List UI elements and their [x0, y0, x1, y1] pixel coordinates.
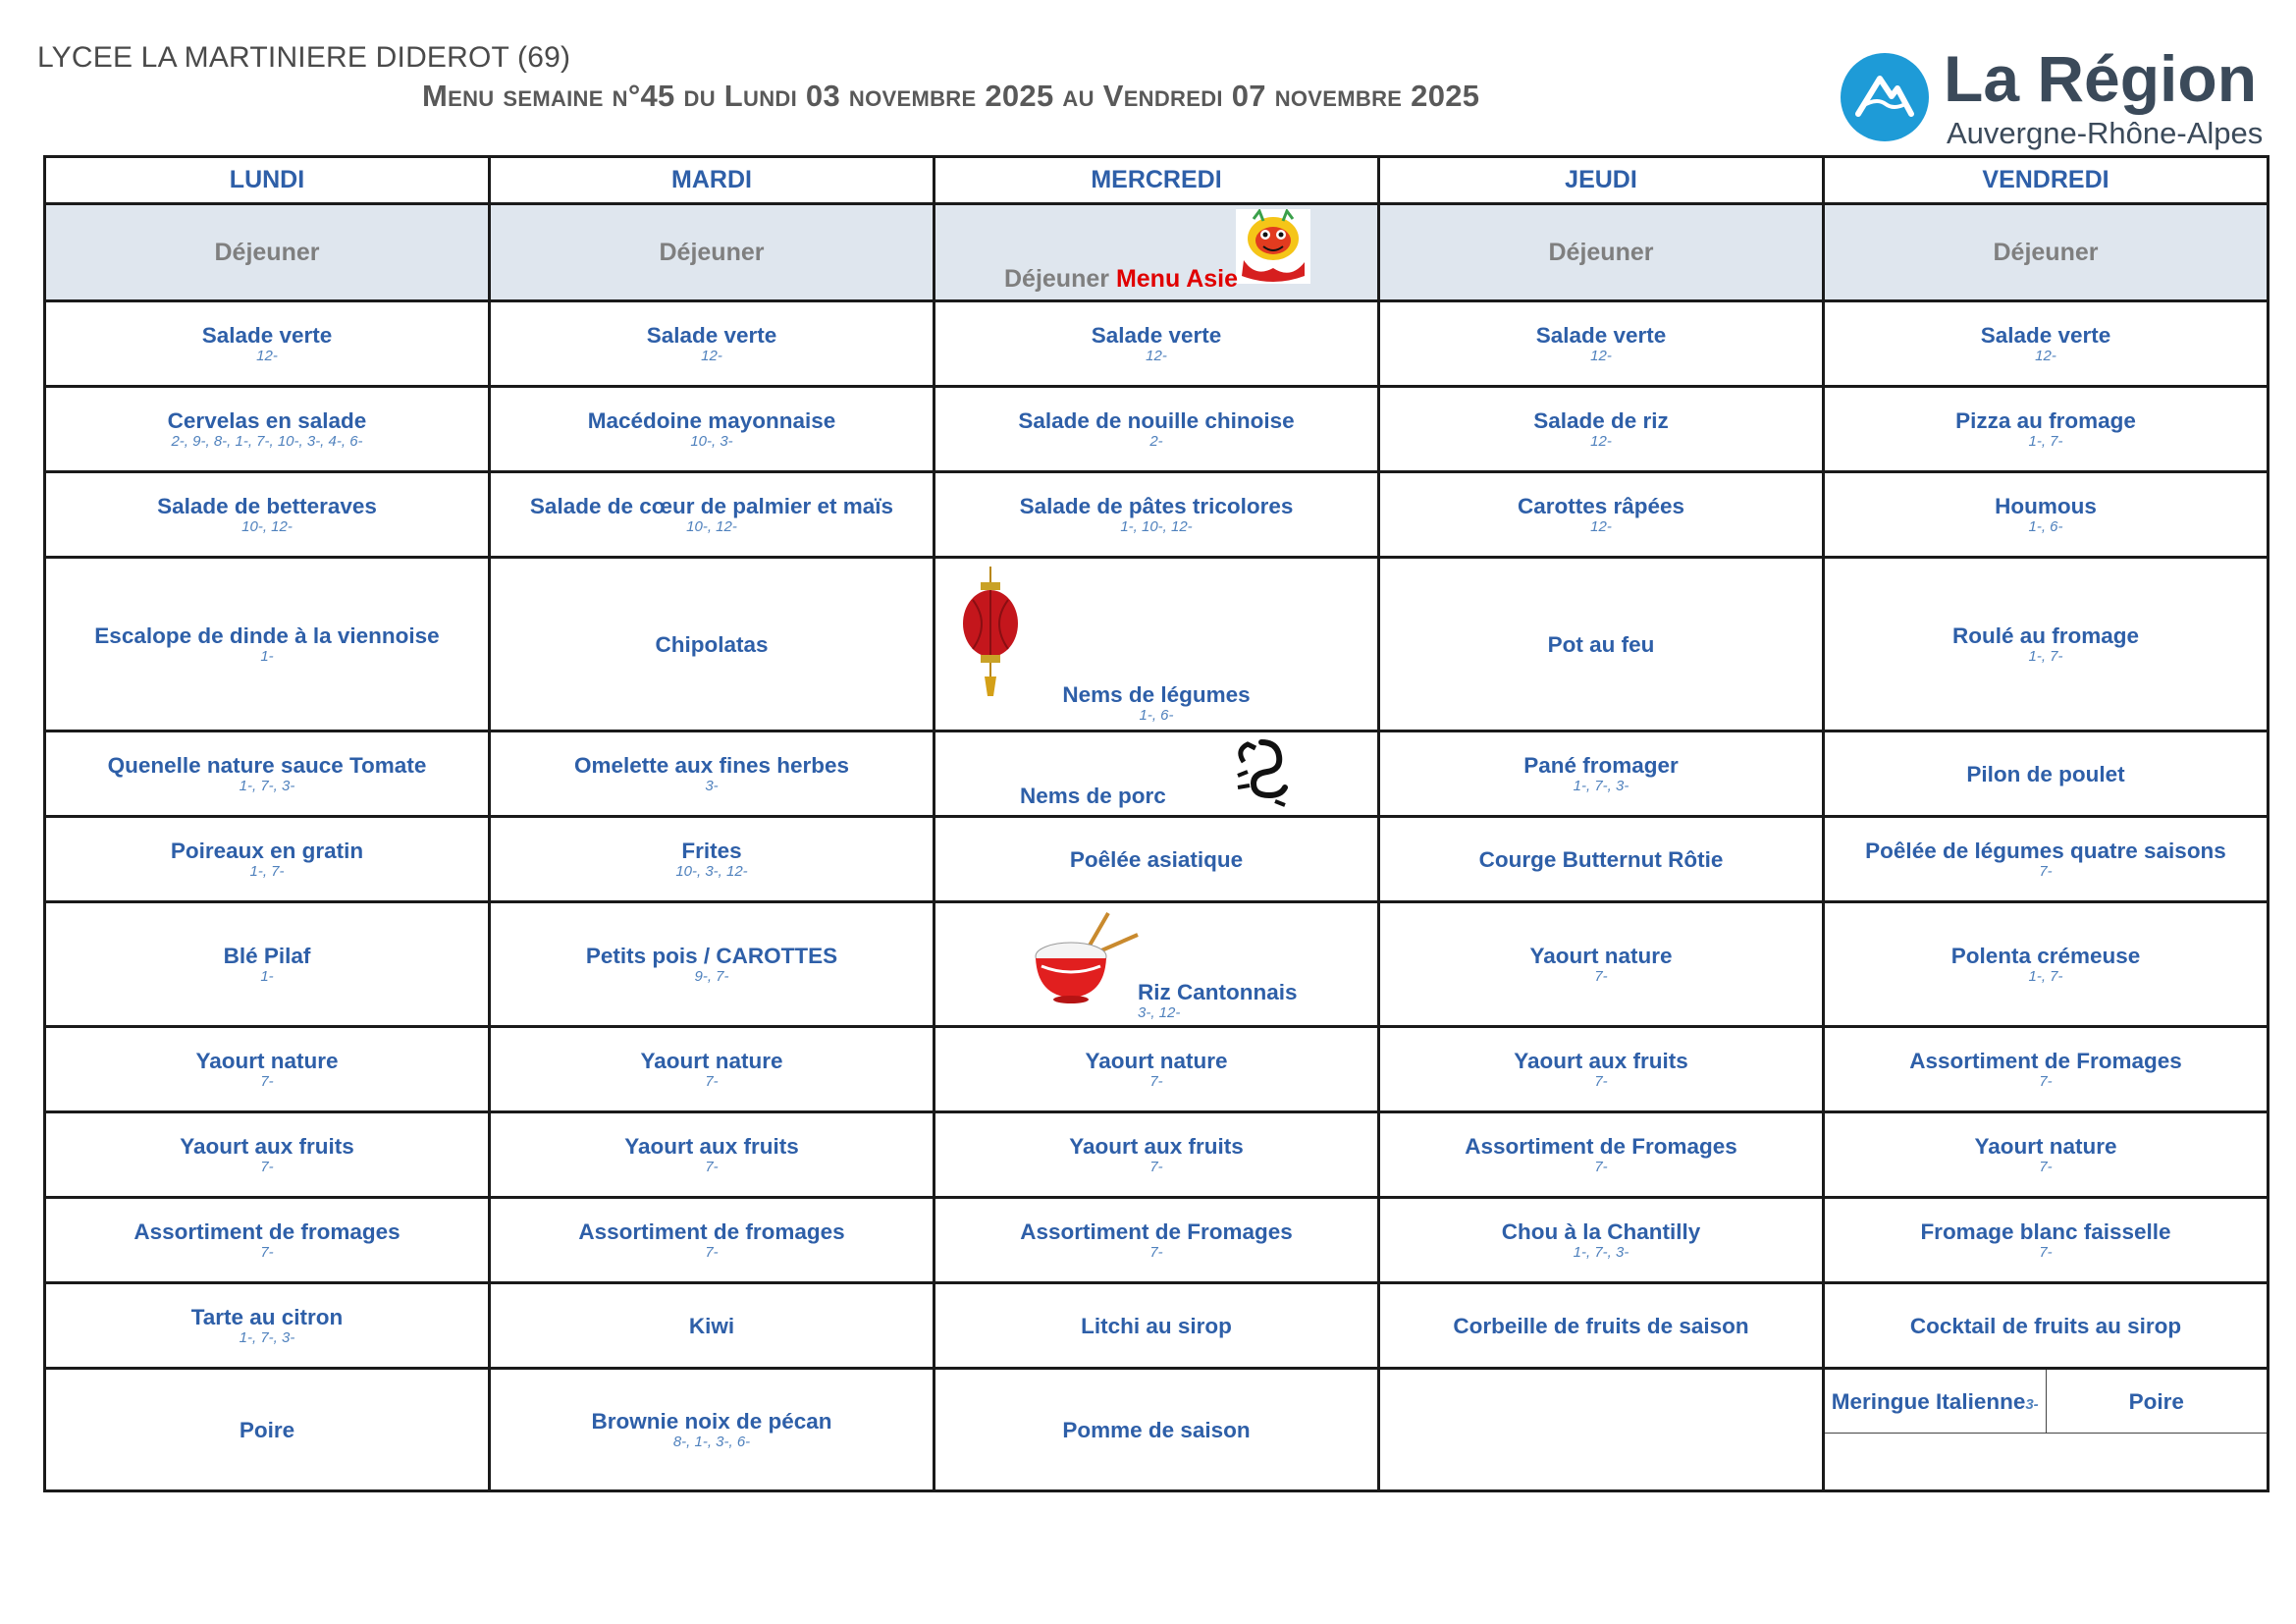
menu-row [45, 902, 2269, 1027]
meal-label: Déjeuner [490, 204, 934, 301]
rice-bowl-icon [1028, 907, 1146, 1005]
menu-cell [1824, 301, 2269, 387]
menu-cell [45, 558, 490, 731]
menu-row [45, 817, 2269, 902]
dish-name: Carottes râpées [1517, 494, 1685, 519]
menu-cell [45, 1283, 490, 1369]
dish-name: Poire [239, 1417, 295, 1442]
menu-cell [1824, 731, 2269, 817]
dish-name: Salade de betteraves [157, 494, 377, 519]
dish-name: Salade verte [1535, 323, 1667, 349]
menu-cell [490, 1027, 934, 1112]
allergens: 3-, 12- [1138, 1003, 1181, 1021]
allergens: 1-, 7-, 3- [1573, 1244, 1629, 1262]
menu-cell-split [1824, 1369, 2269, 1491]
day-header-vendredi: VENDREDI [1824, 157, 2269, 204]
dish-name: Cocktail de fruits au sirop [1909, 1313, 2182, 1338]
dish-name: Fromage blanc faisselle [1920, 1219, 2171, 1245]
menu-cell [934, 558, 1379, 731]
menu-cell [934, 301, 1379, 387]
allergens: 1-, 7- [2028, 968, 2063, 986]
dish-name: Pizza au fromage [1955, 408, 2136, 434]
mountain-logo-icon [1841, 53, 1929, 141]
dish-name: Yaourt nature [640, 1049, 783, 1074]
dish-name: Poêlée asiatique [1069, 846, 1244, 872]
menu-cell [490, 1369, 934, 1491]
school-name: LYCEE LA MARTINIERE DIDEROT (69) [37, 41, 571, 74]
dish-name: Poire [2128, 1388, 2184, 1414]
dish-name: Nems de légumes [1062, 681, 1251, 707]
menu-cell [934, 731, 1379, 817]
allergens: 7- [705, 1244, 719, 1262]
dish-name: Yaourt nature [195, 1049, 339, 1074]
allergens: 9-, 7- [694, 968, 729, 986]
dish-name: Assortiment de fromages [578, 1219, 845, 1245]
menu-cell-empty [1379, 1369, 1824, 1491]
dish-name: Macédoine mayonnaise [587, 408, 836, 434]
allergens: 7- [2039, 1159, 2053, 1176]
menu-cell [45, 902, 490, 1027]
menu-cell [934, 817, 1379, 902]
dish-name: Assortiment de Fromages [1020, 1219, 1293, 1245]
day-header-mardi: MARDI [490, 157, 934, 204]
menu-row [45, 1027, 2269, 1112]
day-header-jeudi: JEUDI [1379, 157, 1824, 204]
dish-name: Kiwi [688, 1313, 735, 1338]
allergens: 7- [705, 1159, 719, 1176]
allergens: 10-, 12- [686, 518, 737, 536]
dish-name: Pot au feu [1547, 631, 1655, 657]
menu-cell [1379, 817, 1824, 902]
day-header-mercredi: MERCREDI [934, 157, 1379, 204]
allergens: 7- [2039, 1244, 2053, 1262]
dish-name: Poêlée de légumes quatre saisons [1865, 839, 2226, 864]
dish-name: Blé Pilaf [223, 944, 311, 969]
menu-cell [1824, 1198, 2269, 1283]
last-row [45, 1369, 2269, 1491]
menu-cell [934, 902, 1379, 1027]
allergens: 1-, 7-, 3- [1573, 778, 1629, 795]
dish-name: Poireaux en gratin [170, 839, 364, 864]
allergens: 1-, 7- [2028, 648, 2063, 666]
dish-name: Salade de riz [1533, 408, 1669, 434]
allergens: 3- [705, 778, 719, 795]
allergens: 12- [256, 348, 278, 365]
menu-cell [490, 731, 934, 817]
menu-cell [934, 1369, 1379, 1491]
allergens: 1-, 7- [2028, 433, 2063, 451]
menu-cell [1379, 1198, 1824, 1283]
allergens: 12- [1590, 348, 1612, 365]
menu-cell [1379, 1283, 1824, 1369]
allergens: 12- [1590, 433, 1612, 451]
menu-row [45, 387, 2269, 472]
menu-row [45, 558, 2269, 731]
menu-cell [45, 1027, 490, 1112]
allergens: 2-, 9-, 8-, 1-, 7-, 10-, 3-, 4-, 6- [171, 433, 363, 451]
allergens: 12- [1590, 518, 1612, 536]
allergens: 12- [2035, 348, 2056, 365]
meal-label: Déjeuner [1379, 204, 1824, 301]
dish-name: Yaourt nature [1085, 1049, 1228, 1074]
menu-cell [45, 731, 490, 817]
allergens: 7- [1594, 1159, 1608, 1176]
dragon-icon [1230, 736, 1293, 807]
dish-name: Corbeille de fruits de saison [1453, 1313, 1749, 1338]
meal-label: Déjeuner [1824, 204, 2269, 301]
menu-row [45, 472, 2269, 558]
menu-cell [490, 472, 934, 558]
allergens: 7- [1594, 968, 1608, 986]
dish-name: Pané fromager [1523, 753, 1679, 779]
dish-name: Omelette aux fines herbes [573, 753, 850, 779]
dish-name: Assortiment de Fromages [1465, 1134, 1737, 1160]
menu-cell [1824, 472, 2269, 558]
menu-cell [1824, 1283, 2269, 1369]
menu-cell [45, 1369, 490, 1491]
menu-cell [1824, 817, 2269, 902]
menu-cell [934, 472, 1379, 558]
allergens: 7- [1149, 1244, 1163, 1262]
dish-name: Polenta crémeuse [1950, 944, 2141, 969]
menu-cell [1379, 902, 1824, 1027]
allergens: 1-, 7-, 3- [239, 778, 295, 795]
dish-name: Yaourt nature [1974, 1134, 2117, 1160]
dish-name: Salade de cœur de palmier et maïs [529, 494, 894, 519]
dish-name: Brownie noix de pécan [591, 1409, 832, 1435]
menu-cell [1824, 902, 2269, 1027]
dish-name: Yaourt aux fruits [1514, 1049, 1688, 1074]
dish-name: Nems de porc [1020, 784, 1166, 808]
menu-cell [45, 1112, 490, 1198]
dish-name: Salade verte [1091, 323, 1222, 349]
menu-row [45, 301, 2269, 387]
menu-cell [45, 387, 490, 472]
allergens: 7- [1149, 1159, 1163, 1176]
menu-cell [1379, 558, 1824, 731]
menu-cell [934, 1027, 1379, 1112]
meal-label-asia [934, 204, 1379, 301]
allergens: 10-, 12- [241, 518, 293, 536]
dish-name: Escalope de dinde à la viennoise [94, 623, 440, 649]
dish-name: Yaourt aux fruits [180, 1134, 354, 1160]
allergens: 1-, 7- [249, 863, 285, 881]
dish-name: Salade de pâtes tricolores [1019, 494, 1294, 519]
menu-cell [1379, 387, 1824, 472]
dish-name: Assortiment de fromages [133, 1219, 400, 1245]
dish-name: Yaourt aux fruits [624, 1134, 799, 1160]
dish-name: Salade verte [646, 323, 777, 349]
menu-cell [1379, 301, 1824, 387]
menu-cell [45, 301, 490, 387]
dish-name: Cervelas en salade [167, 408, 367, 434]
dish-name: Pomme de saison [1062, 1417, 1251, 1442]
menu-cell [490, 1283, 934, 1369]
menu-row [45, 1112, 2269, 1198]
menu-row [45, 1283, 2269, 1369]
menu-cell [934, 1283, 1379, 1369]
allergens: 7- [2039, 863, 2053, 881]
week-title: Menu semaine n°45 du Lundi 03 novembre 2025 au Vendredi 07 novembre 2025 [422, 79, 1480, 113]
logo-subtitle: Auvergne-Rhône-Alpes [1947, 116, 2264, 150]
meal-label: Déjeuner [45, 204, 490, 301]
allergens: 10-, 3- [690, 433, 733, 451]
dish-name: Courge Butternut Rôtie [1478, 846, 1724, 872]
menu-cell [1824, 1027, 2269, 1112]
allergens: 7- [260, 1159, 274, 1176]
allergens: 7- [260, 1244, 274, 1262]
menu-cell [490, 817, 934, 902]
dish-name: Roulé au fromage [1951, 623, 2140, 649]
menu-cell [45, 1198, 490, 1283]
menu-cell [490, 301, 934, 387]
dish-name: Salade verte [201, 323, 333, 349]
asia-menu-label: Menu Asie [1115, 265, 1239, 293]
dish-name: Litchi au sirop [1081, 1313, 1232, 1338]
dish-name: Quenelle nature sauce Tomate [107, 753, 427, 779]
allergens: 7- [260, 1073, 274, 1091]
menu-cell [934, 387, 1379, 472]
allergens: 12- [701, 348, 722, 365]
allergens: 7- [2039, 1073, 2053, 1091]
dish-name: Pilon de poulet [1966, 761, 2125, 786]
region-logo [1841, 42, 2264, 155]
menu-cell [1824, 387, 2269, 472]
allergens: 1-, 10-, 12- [1120, 518, 1193, 536]
dish-name: Salade de nouille chinoise [1018, 408, 1295, 434]
dish-name: Salade verte [1980, 323, 2111, 349]
allergens: 3- [2025, 1395, 2039, 1413]
menu-cell [1379, 1027, 1824, 1112]
dish-name: Riz Cantonnais [1138, 979, 1298, 1004]
dish-name: Tarte au citron [190, 1305, 344, 1330]
dish-name: Chipolatas [655, 631, 769, 657]
menu-cell [934, 1112, 1379, 1198]
day-header-lundi: LUNDI [45, 157, 490, 204]
allergens: 10-, 3-, 12- [675, 863, 748, 881]
allergens: 1- [260, 648, 274, 666]
dish-name: Assortiment de Fromages [1909, 1049, 2182, 1074]
dish-name: Yaourt nature [1529, 944, 1673, 969]
menu-cell [1379, 1112, 1824, 1198]
meal-label: Déjeuner [1004, 265, 1109, 293]
menu-cell [1824, 558, 2269, 731]
menu-row [45, 1198, 2269, 1283]
menu-cell [490, 902, 934, 1027]
menu-table [43, 155, 2269, 1492]
logo-title: La Région [1944, 42, 2258, 115]
allergens: 8-, 1-, 3-, 6- [672, 1434, 751, 1451]
menu-row [45, 731, 2269, 817]
menu-cell [1379, 472, 1824, 558]
dish-name: Petits pois / CAROTTES [585, 944, 838, 969]
dish-name: Meringue Italienne3- [1831, 1388, 2039, 1414]
allergens: 1-, 6- [2028, 518, 2063, 536]
allergens: 2- [1149, 433, 1163, 451]
menu-cell [490, 387, 934, 472]
menu-cell [490, 1112, 934, 1198]
menu-cell [45, 472, 490, 558]
allergens: 1-, 7-, 3- [239, 1329, 295, 1347]
dish-name: Houmous [1995, 494, 2097, 519]
menu-cell [45, 817, 490, 902]
allergens: 1-, 6- [1139, 706, 1174, 724]
menu-cell [934, 1198, 1379, 1283]
dish-name: Chou à la Chantilly [1501, 1219, 1701, 1245]
days-header-row [45, 157, 2269, 204]
menu-cell [490, 558, 934, 731]
menu-cell [1379, 731, 1824, 817]
menu-cell [490, 1198, 934, 1283]
allergens: 12- [1146, 348, 1167, 365]
allergens: 7- [705, 1073, 719, 1091]
allergens: 7- [1149, 1073, 1163, 1091]
meal-row [45, 204, 2269, 301]
allergens: 7- [1594, 1073, 1608, 1091]
allergens: 1- [260, 968, 274, 986]
dish-name: Yaourt aux fruits [1069, 1134, 1244, 1160]
dish-name: Frites [681, 839, 742, 864]
menu-cell [1824, 1112, 2269, 1198]
